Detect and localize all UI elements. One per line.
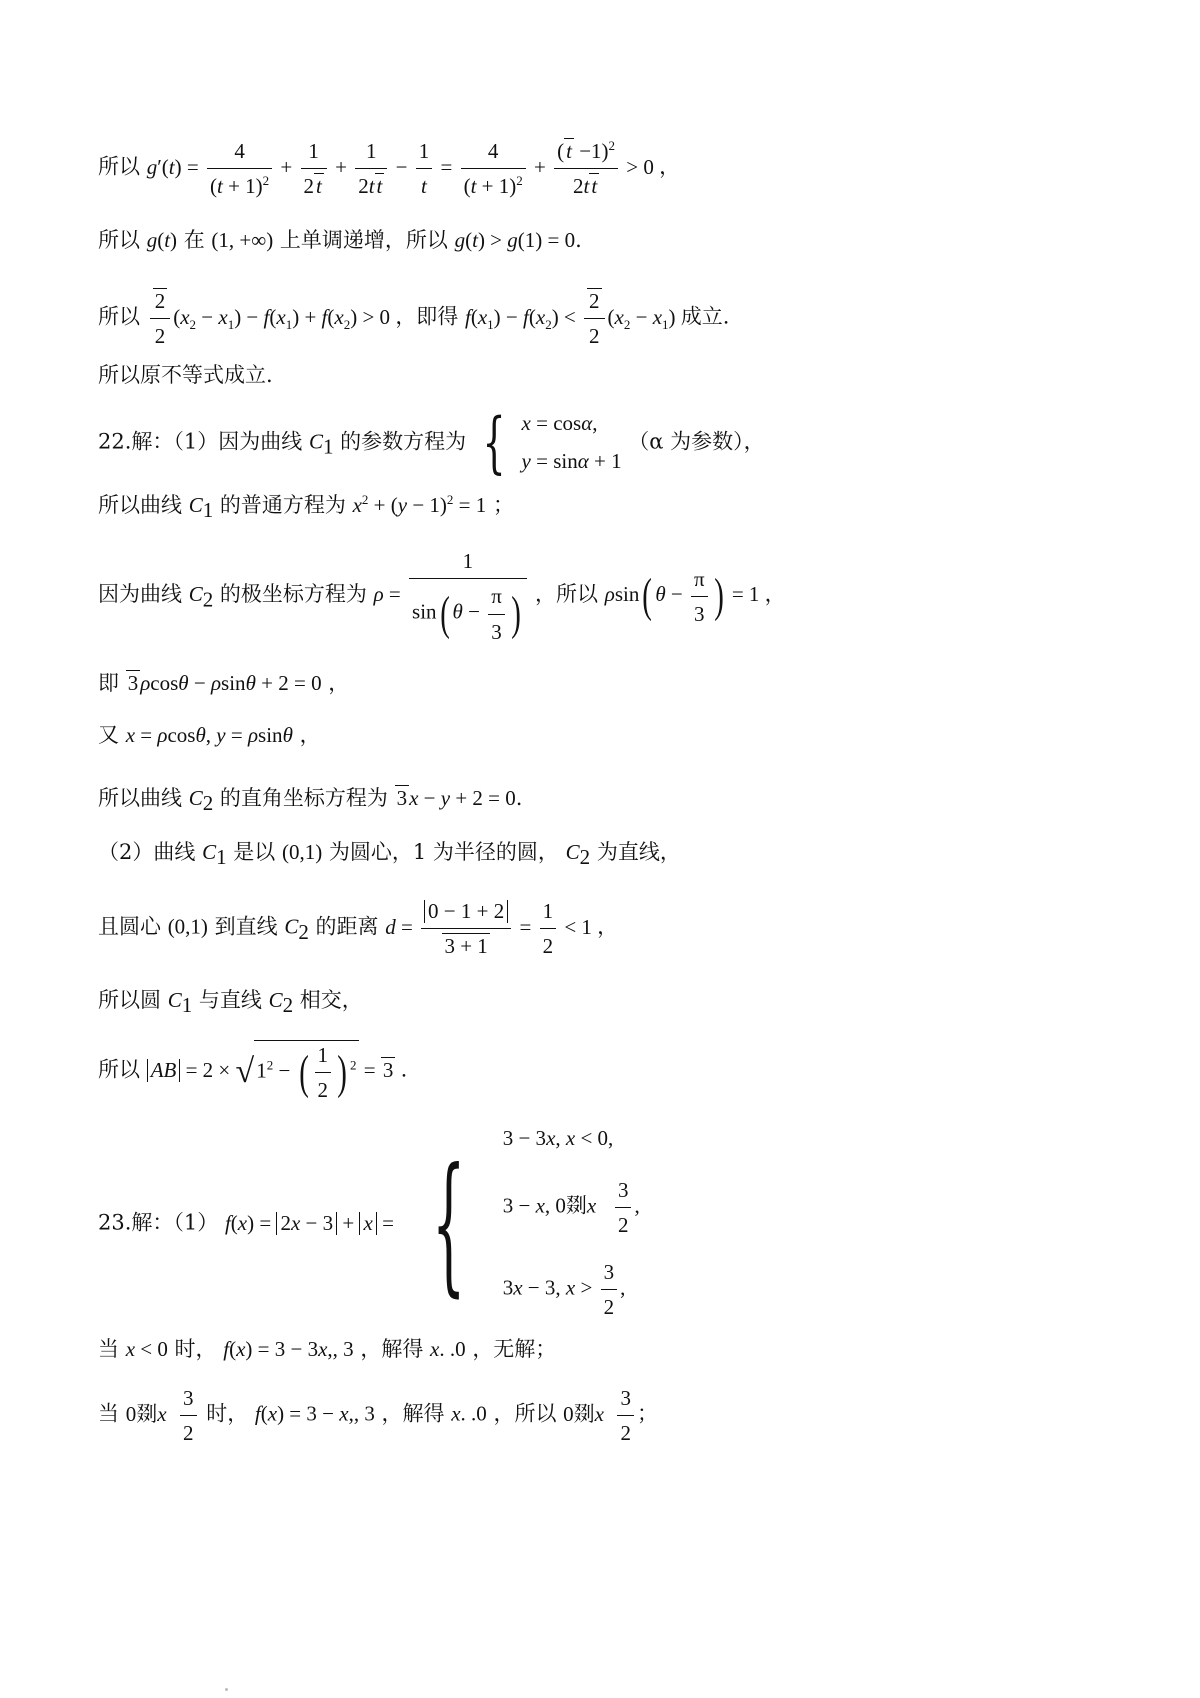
line-distance: 且圆心 (0,1) 到直线 $C_2$ 的距离 d = $\frac{0 - 1 + 2}{3 + 1}$ = $\frac{1}{2}$ < 1 ， xyxy=(98,899,619,959)
page-speck xyxy=(225,1688,228,1691)
line-conversion: 又 x = ρcosθ, y = ρsinθ ， xyxy=(98,723,321,747)
line-c2-polar: 因为曲线 $C_2$ 的极坐标方程为 ρ = 1 sin( θ − $\frac{\pi}{3}$ ) ，所以 ρsin( θ − $\frac{\pi}{3}$ ) = 1 ， xyxy=(98,549,786,644)
parametric-system: x = cosα, y = sinα + 1 xyxy=(521,411,622,473)
line-c2-cartesian: 所以曲线 $C_2$ 的直角坐标方程为 3x − y + 2 = 0. xyxy=(98,786,523,816)
line-expanded: 即 3ρcosθ − ρsinθ + 2 = 0 ， xyxy=(98,671,350,695)
line-chord-length: 所以 AB = $2 \times √1^2$ − ( $\frac{1}{2}$ ) $^2$ = 3 . xyxy=(98,1040,407,1104)
line-conclusion: 所以原不等式成立. xyxy=(98,363,273,387)
piecewise-cases: 3 − 3x, x < 0, 3 − x, 0剟x $\frac{3}{2}$ , 3x − 3, x > $\frac{3}{2}$ , xyxy=(502,1126,640,1319)
line-problem-23: 23.解：（1） f(x) = 2x − 3 + x = { 3 − 3x, x < 0, 3 − x, 0剟x $\frac{3}{2}$ , 3x − 3, x > $\frac{3}{2}$ , xyxy=(98,1126,640,1319)
line-part-2: （2）曲线 $C_1$ 是以 (0,1) 为圆心，1 为半径的圆， $C_2$ 为直线， xyxy=(98,840,681,870)
line-case-2: 当 0剟x $\frac{3}{2}$ 时， f(x) = 3 − x,, 3 ，解得 x. .0 ，所以 0剟x $\frac{3}{2}$ ； xyxy=(98,1386,658,1446)
line-intersect: 所以圆 $C_1$ 与直线 $C_2$ 相交， xyxy=(98,988,363,1018)
formula-g-prime: g′(t) = $\frac{4}{(t + 1)^2}$ + $\frac{1}{2t}$ + $\frac{1}{2tt}$ − $\frac{1}{t}$ = $\frac{4}{(t + 1)^2}$ + $\frac{(t -1)^2}{2tt}$ > 0 xyxy=(146,138,660,199)
line-monotonic: 所以 g(t) 在 (1, +∞) 上单调递增，所以 g(t) > g(1) = 0. xyxy=(98,228,582,252)
line-case-1: 当 x < 0 时， f(x) = 3 − 3x,, 3 ，解得 x. .0 ，无解； xyxy=(98,1337,557,1361)
piecewise-brace: { xyxy=(431,1137,466,1311)
line-problem-22: 22.解：（1）因为曲线 $C_1$ 的参数方程为 { x = cosα, y = sinα + 1 （α 为参数）， xyxy=(98,403,765,481)
line-g-derivative: 所以 g′(t) = $\frac{4}{(t + 1)^2}$ + $\frac{1}{2t}$ + $\frac{1}{2tt}$ − $\frac{1}{t}$ = $\frac{4}{(t + 1)^2}$ + $\frac{(t -1)^2}{2tt}$ > 0 ， xyxy=(98,138,681,199)
line-inequality: 所以 $\frac{2}{2}$ $(x_2 - x_1) - f(x_1) + f(x_2) > 0$ ，即得 $f(x_1) - f(x_2)$ < $\frac{2}{2}$ $(x_2 - x_1)$ 成立. xyxy=(98,289,730,349)
line-c1-general: 所以曲线 $C_1$ 的普通方程为 $x^2 + (y - 1)^2 = 1$ ； xyxy=(98,492,514,523)
left-brace: { xyxy=(482,403,506,481)
